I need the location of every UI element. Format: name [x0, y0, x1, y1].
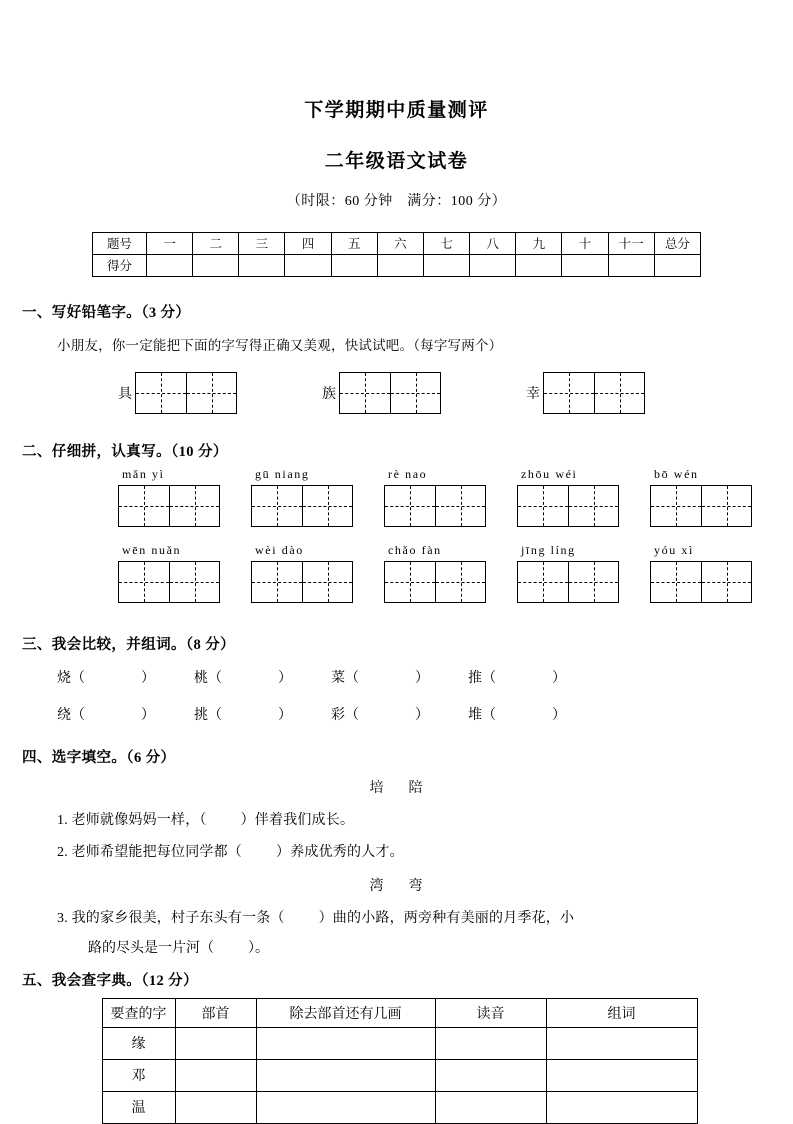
answer-grid[interactable]: [251, 561, 353, 603]
answer-grid[interactable]: [118, 561, 220, 603]
compare-character: 推: [468, 670, 482, 686]
pinyin-label: yóu xì: [654, 542, 694, 557]
score-table: [92, 232, 701, 277]
practice-item-3: [526, 372, 645, 414]
score-col-header-4: 四: [285, 232, 331, 254]
tianzige-cell[interactable]: [701, 486, 751, 526]
score-cell-10[interactable]: [562, 254, 608, 276]
tianzige-cell[interactable]: [651, 486, 701, 526]
dict-cell-pronunciation-1[interactable]: [435, 1027, 546, 1059]
compare-item-2-2[interactable]: [194, 704, 331, 724]
tianzige-cell[interactable]: [169, 486, 219, 526]
compare-item-1-3[interactable]: [331, 667, 468, 687]
practice-character-1: 具: [118, 386, 132, 402]
pinyin-label: gū niang: [255, 466, 310, 481]
choice-character-wan-curved: 弯: [408, 878, 424, 894]
compare-item-2-3[interactable]: [331, 704, 468, 724]
answer-grid[interactable]: [517, 485, 619, 527]
paren-close: ）: [278, 707, 292, 723]
score-cell-7[interactable]: [423, 254, 469, 276]
pinyin-item-1-2: [251, 467, 384, 527]
score-cell-total[interactable]: [654, 254, 700, 276]
question-text-tail: ）伴着我们成长。: [240, 812, 355, 828]
page-subtitle: 二年级语文试卷: [324, 150, 469, 172]
score-cell-5[interactable]: [331, 254, 377, 276]
section-1-instruction: 小朋友，你一定能把下面的字写得正确又美观，快试试吧。（每字写两个）: [57, 337, 503, 353]
paren-open: （: [71, 670, 85, 686]
tianzige-cell[interactable]: [340, 373, 390, 413]
score-cell-9[interactable]: [516, 254, 562, 276]
pinyin-label: mǎn yì: [122, 466, 165, 481]
tianzige-cell[interactable]: [385, 562, 435, 602]
tianzige-cell[interactable]: [252, 562, 302, 602]
choice-character-pei-accompany: 陪: [408, 780, 424, 796]
paren-close: ）: [552, 670, 566, 686]
answer-grid[interactable]: [384, 485, 486, 527]
section-4-question-1: [0, 809, 793, 829]
compare-character: 挑: [194, 707, 208, 723]
score-row-label-question: 题号: [93, 232, 147, 254]
score-table-row-question-numbers: [93, 232, 701, 254]
pinyin-label: zhōu wéi: [521, 466, 578, 481]
tianzige-cell[interactable]: [701, 562, 751, 602]
score-col-header-8: 八: [470, 232, 516, 254]
question-text: 2. 老师希望能把每位同学都（: [57, 844, 242, 860]
tianzige-cell[interactable]: [302, 486, 352, 526]
dict-cell-radical-2[interactable]: [175, 1059, 256, 1091]
pinyin-item-2-3: [384, 543, 517, 603]
tianzige-cell[interactable]: [518, 486, 568, 526]
question-text: 3. 我的家乡很美，村子东头有一条（: [57, 910, 285, 926]
table-row: [102, 1027, 697, 1059]
tianzige-cell[interactable]: [385, 486, 435, 526]
tianzige-cell[interactable]: [544, 373, 594, 413]
answer-grid[interactable]: [251, 485, 353, 527]
compare-item-2-1[interactable]: [57, 704, 194, 724]
pinyin-label: wèi dào: [255, 542, 304, 557]
answer-grid[interactable]: [517, 561, 619, 603]
compare-character: 堆: [468, 707, 482, 723]
score-col-header-3: 三: [239, 232, 285, 254]
paren-open: （: [345, 707, 359, 723]
paren-open: （: [482, 670, 496, 686]
pinyin-label: wēn nuǎn: [122, 542, 182, 557]
pinyin-label: rè nao: [388, 466, 428, 481]
pinyin-label: jīng líng: [521, 542, 576, 557]
score-col-header-7: 七: [423, 232, 469, 254]
tianzige-grid-3[interactable]: [543, 372, 645, 414]
pinyin-item-1-4: [517, 467, 650, 527]
score-col-header-1: 一: [147, 232, 193, 254]
practice-character-3: 幸: [526, 386, 540, 402]
score-table-row-scores: [93, 254, 701, 276]
practice-item-2: [322, 372, 441, 414]
page-title: 下学期期中质量测评: [304, 100, 489, 121]
tianzige-cell[interactable]: [651, 562, 701, 602]
section-4-question-3-line-2: [0, 937, 793, 957]
tianzige-cell[interactable]: [435, 562, 485, 602]
dict-cell-pronunciation-3[interactable]: [435, 1091, 546, 1123]
section-2-pinyin-row-2: [0, 543, 793, 603]
paren-close: ）: [415, 670, 429, 686]
section-3-heading: 三、我会比较，并组词。（8 分）: [22, 636, 236, 653]
tianzige-grid-1[interactable]: [135, 372, 237, 414]
tianzige-cell[interactable]: [518, 562, 568, 602]
score-cell-2[interactable]: [193, 254, 239, 276]
tianzige-cell[interactable]: [568, 562, 618, 602]
choice-group-1: [0, 777, 793, 797]
tianzige-cell[interactable]: [435, 486, 485, 526]
tianzige-cell[interactable]: [568, 486, 618, 526]
table-row: [102, 1091, 697, 1123]
pinyin-label: bō wén: [654, 466, 699, 481]
score-col-header-11: 十一: [608, 232, 654, 254]
question-text: 路的尽头是一片河（: [88, 940, 214, 956]
section-2-heading: 二、仔细拼，认真写。（10 分）: [22, 443, 228, 460]
score-cell-8[interactable]: [470, 254, 516, 276]
practice-item-1: [118, 372, 237, 414]
compare-item-1-2[interactable]: [194, 667, 331, 687]
pinyin-item-1-1: [118, 467, 251, 527]
dict-header-word-formation: 组词: [546, 998, 697, 1027]
dict-cell-radical-3[interactable]: [175, 1091, 256, 1123]
dictionary-table-wrapper: [102, 998, 692, 1124]
dict-cell-character-1: 缘: [102, 1027, 175, 1059]
compare-character: 绕: [57, 707, 71, 723]
score-table-wrapper: [92, 232, 701, 277]
paren-close: ）: [278, 670, 292, 686]
section-5-heading: 五、我会查字典。（12 分）: [22, 972, 198, 989]
section-2-pinyin-row-1: [0, 467, 793, 527]
tianzige-cell[interactable]: [169, 562, 219, 602]
pinyin-item-2-1: [118, 543, 251, 603]
answer-grid[interactable]: [650, 561, 752, 603]
answer-grid[interactable]: [384, 561, 486, 603]
tianzige-cell[interactable]: [390, 373, 440, 413]
compare-item-1-1[interactable]: [57, 667, 194, 687]
choice-character-wan-bay: 湾: [369, 878, 385, 894]
section-4-heading: 四、选字填空。（6 分）: [22, 749, 176, 766]
section-1-practice-row: [0, 372, 793, 414]
exam-info-line: （时限：60 分钟 满分：100 分）: [286, 193, 507, 209]
score-col-header-total: 总分: [654, 232, 700, 254]
answer-grid[interactable]: [650, 485, 752, 527]
section-4-question-3-line-1: [0, 907, 793, 927]
dictionary-table-header-row: [102, 998, 697, 1027]
tianzige-cell[interactable]: [136, 373, 186, 413]
section-3-row-2: [0, 704, 793, 724]
compare-character: 菜: [331, 670, 345, 686]
compare-character: 烧: [57, 670, 71, 686]
tianzige-cell[interactable]: [119, 562, 169, 602]
score-col-header-6: 六: [377, 232, 423, 254]
pinyin-item-1-5: [650, 467, 783, 527]
dict-cell-word-3[interactable]: [546, 1091, 697, 1123]
dict-header-character: 要查的字: [102, 998, 175, 1027]
section-3-row-1: [0, 667, 793, 687]
paren-close: ）: [415, 707, 429, 723]
dict-header-pronunciation: 读音: [435, 998, 546, 1027]
tianzige-cell[interactable]: [119, 486, 169, 526]
tianzige-cell[interactable]: [594, 373, 644, 413]
dict-cell-strokes-3[interactable]: [256, 1091, 435, 1123]
pinyin-item-2-5: [650, 543, 783, 603]
compare-character: 彩: [331, 707, 345, 723]
dict-cell-character-3: 温: [102, 1091, 175, 1123]
dict-cell-strokes-2[interactable]: [256, 1059, 435, 1091]
tianzige-cell[interactable]: [302, 562, 352, 602]
practice-character-2: 族: [322, 386, 336, 402]
score-col-header-5: 五: [331, 232, 377, 254]
paren-close: ）: [141, 670, 155, 686]
score-cell-11[interactable]: [608, 254, 654, 276]
paren-open: （: [345, 670, 359, 686]
pinyin-item-2-4: [517, 543, 650, 603]
table-row: [102, 1059, 697, 1091]
paren-open: （: [71, 707, 85, 723]
choice-character-pei-cultivate: 培: [369, 780, 385, 796]
question-text-tail: ）。: [248, 940, 269, 956]
answer-grid[interactable]: [118, 485, 220, 527]
dict-cell-pronunciation-2[interactable]: [435, 1059, 546, 1091]
paren-close: ）: [141, 707, 155, 723]
score-cell-1[interactable]: [147, 254, 193, 276]
dict-header-radical: 部首: [175, 998, 256, 1027]
choice-group-2: [0, 875, 793, 895]
question-text: 1. 老师就像妈妈一样，（: [57, 812, 207, 828]
dict-cell-radical-1[interactable]: [175, 1027, 256, 1059]
question-text-tail: ）曲的小路，两旁种有美丽的月季花，小: [318, 910, 575, 926]
score-row-label-score: 得分: [93, 254, 147, 276]
compare-item-2-4[interactable]: [468, 704, 605, 724]
compare-item-1-4[interactable]: [468, 667, 605, 687]
pinyin-item-2-2: [251, 543, 384, 603]
tianzige-grid-2[interactable]: [339, 372, 441, 414]
section-4-question-2: [0, 841, 793, 861]
paren-open: （: [482, 707, 496, 723]
question-text-tail: ）养成优秀的人才。: [276, 844, 404, 860]
score-col-header-10: 十: [562, 232, 608, 254]
score-col-header-9: 九: [516, 232, 562, 254]
paren-close: ）: [552, 707, 566, 723]
score-cell-3[interactable]: [239, 254, 285, 276]
dict-header-remaining-strokes: 除去部首还有几画: [256, 998, 435, 1027]
score-cell-6[interactable]: [377, 254, 423, 276]
pinyin-label: chǎo fàn: [388, 542, 442, 557]
dict-cell-character-2: 邓: [102, 1059, 175, 1091]
section-1-heading: 一、写好铅笔字。（3 分）: [22, 304, 191, 321]
pinyin-item-1-3: [384, 467, 517, 527]
score-col-header-2: 二: [193, 232, 239, 254]
score-cell-4[interactable]: [285, 254, 331, 276]
tianzige-cell[interactable]: [252, 486, 302, 526]
dict-cell-word-1[interactable]: [546, 1027, 697, 1059]
dict-cell-strokes-1[interactable]: [256, 1027, 435, 1059]
paren-open: （: [208, 707, 222, 723]
compare-character: 桃: [194, 670, 208, 686]
dict-cell-word-2[interactable]: [546, 1059, 697, 1091]
tianzige-cell[interactable]: [186, 373, 236, 413]
dictionary-table: [102, 998, 698, 1124]
paren-open: （: [208, 670, 222, 686]
